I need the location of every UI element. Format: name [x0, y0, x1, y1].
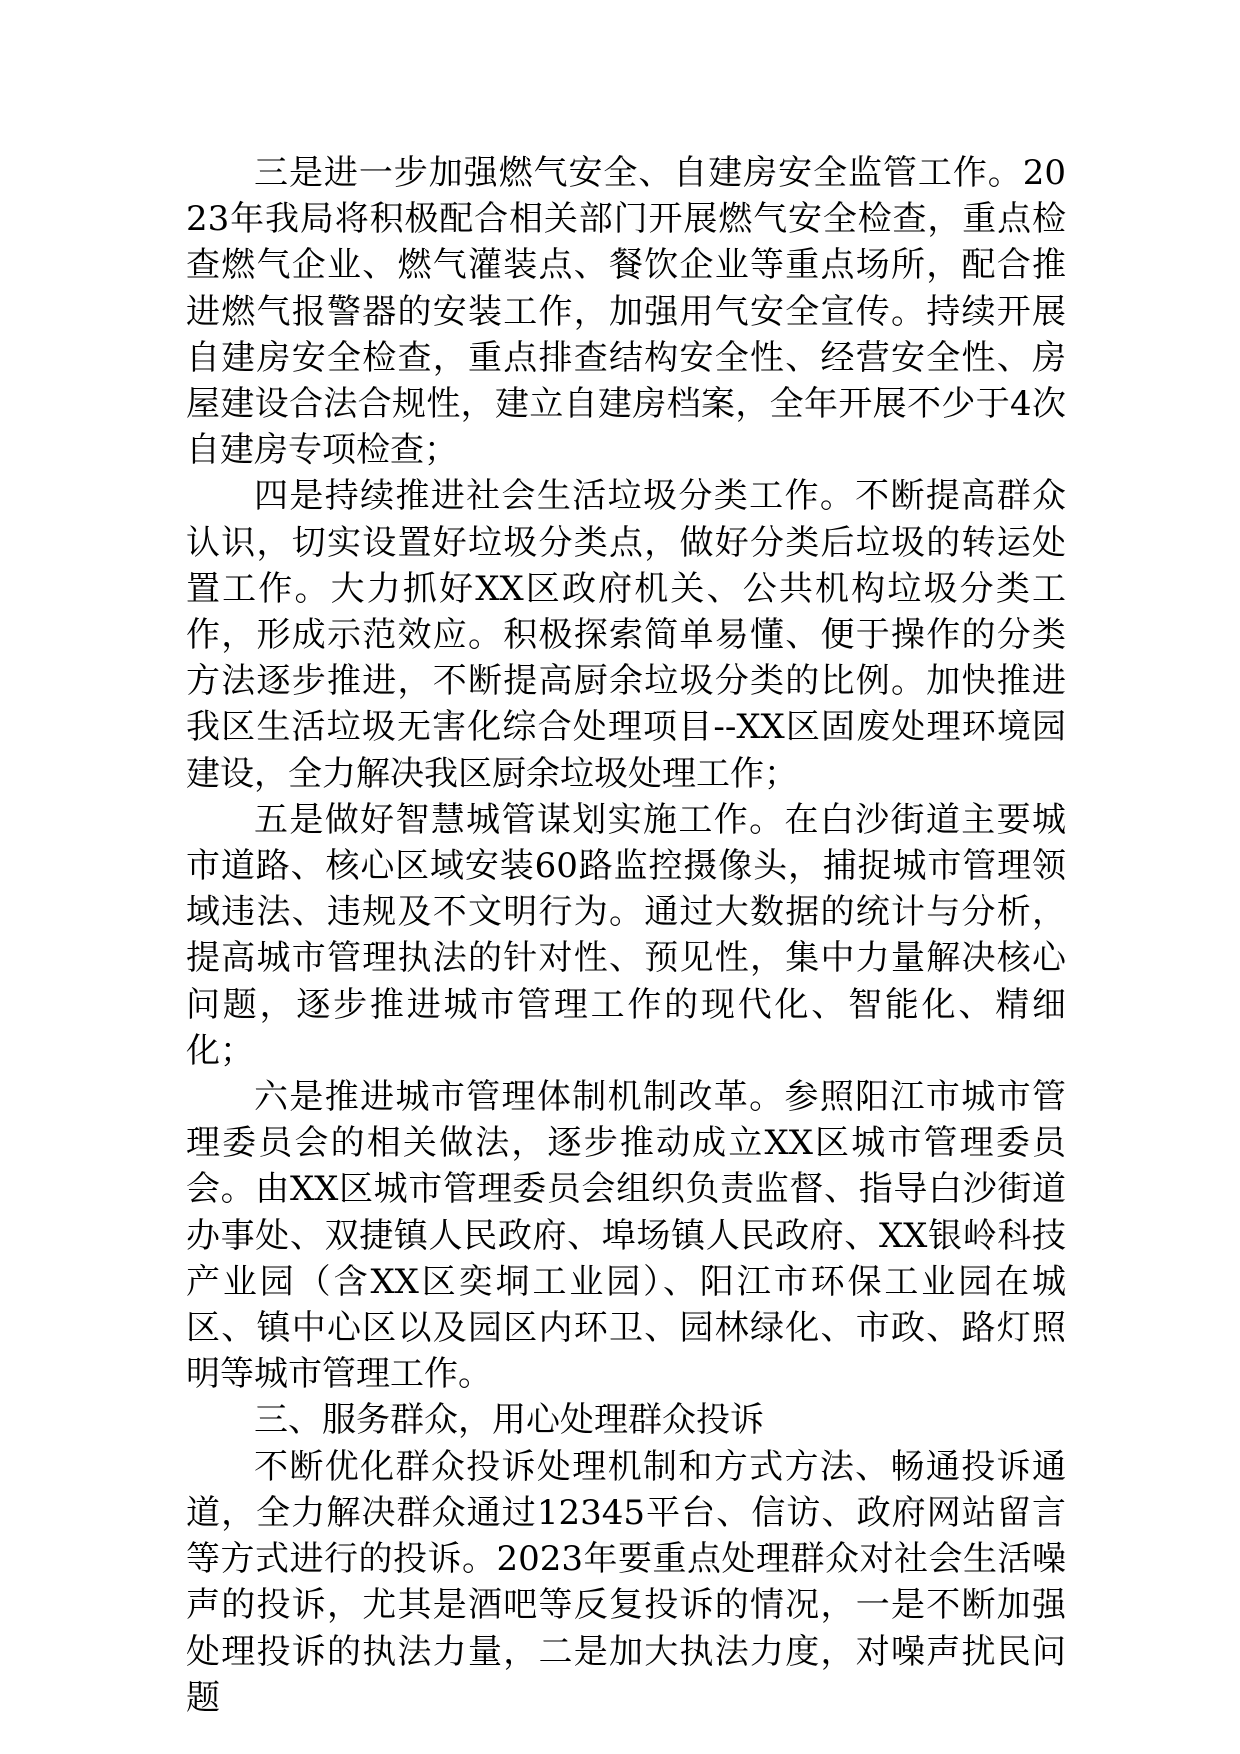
- section-heading-serve-public: 三、服务群众，用心处理群众投诉: [254, 1400, 764, 1441]
- paragraph-smart-city-management: 五是做好智慧城管谋划实施工作。在白沙街道主要城市道路、核心区域安装60路监控摄像头，捕捉城市管理领域违法、违规及不文明行为。通过大数据的统计与分析，提高城市管理执法的针对性、预见性，集中力量解决核心问题，逐步推进城市管理工作的现代化、智能化、精细化；: [186, 799, 1066, 1071]
- paragraph-complaint-handling: 不断优化群众投诉处理机制和方式方法、畅通投诉通道，全力解决群众通过12345平台、信访、政府网站留言等方式进行的投诉。2023年要重点处理群众对社会生活噪声的投诉，尤其是酒吧等反复投诉的情况，一是不断加强处理投诉的执法力量，二是加大执法力度，对噪声扰民问题: [186, 1446, 1066, 1718]
- paragraph-waste-sorting: 四是持续推进社会生活垃圾分类工作。不断提高群众认识，切实设置好垃圾分类点，做好分类后垃圾的转运处置工作。大力抓好XX区政府机关、公共机构垃圾分类工作，形成示范效应。积极探索简单易懂、便于操作的分类方法逐步推进，不断提高厨余垃圾分类的比例。加快推进我区生活垃圾无害化综合处理项目--XX区固废处理环境园建设，全力解决我区厨余垃圾处理工作；: [186, 476, 1066, 794]
- paragraph-management-reform: 六是推进城市管理体制机制改革。参照阳江市城市管理委员会的相关做法，逐步推动成立XX区城市管理委员会。由XX区城市管理委员会组织负责监督、指导白沙街道办事处、双捷镇人民政府、埠场镇人民政府、XX银岭科技产业园（含XX区奕垌工业园）、阳江市环保工业园在城区、镇中心区以及园区内环卫、园林绿化、市政、路灯照明等城市管理工作。: [186, 1077, 1066, 1395]
- paragraph-gas-selfbuilt-housing: 三是进一步加强燃气安全、自建房安全监管工作。2023年我局将积极配合相关部门开展燃气安全检查，重点检查燃气企业、燃气灌装点、餐饮企业等重点场所，配合推进燃气报警器的安装工作，加强用气安全宣传。持续开展自建房安全检查，重点排查结构安全性、经营安全性、房屋建设合法合规性，建立自建房档案，全年开展不少于4次自建房专项检查；: [186, 153, 1066, 471]
- document-body: [186, 150, 1066, 1721]
